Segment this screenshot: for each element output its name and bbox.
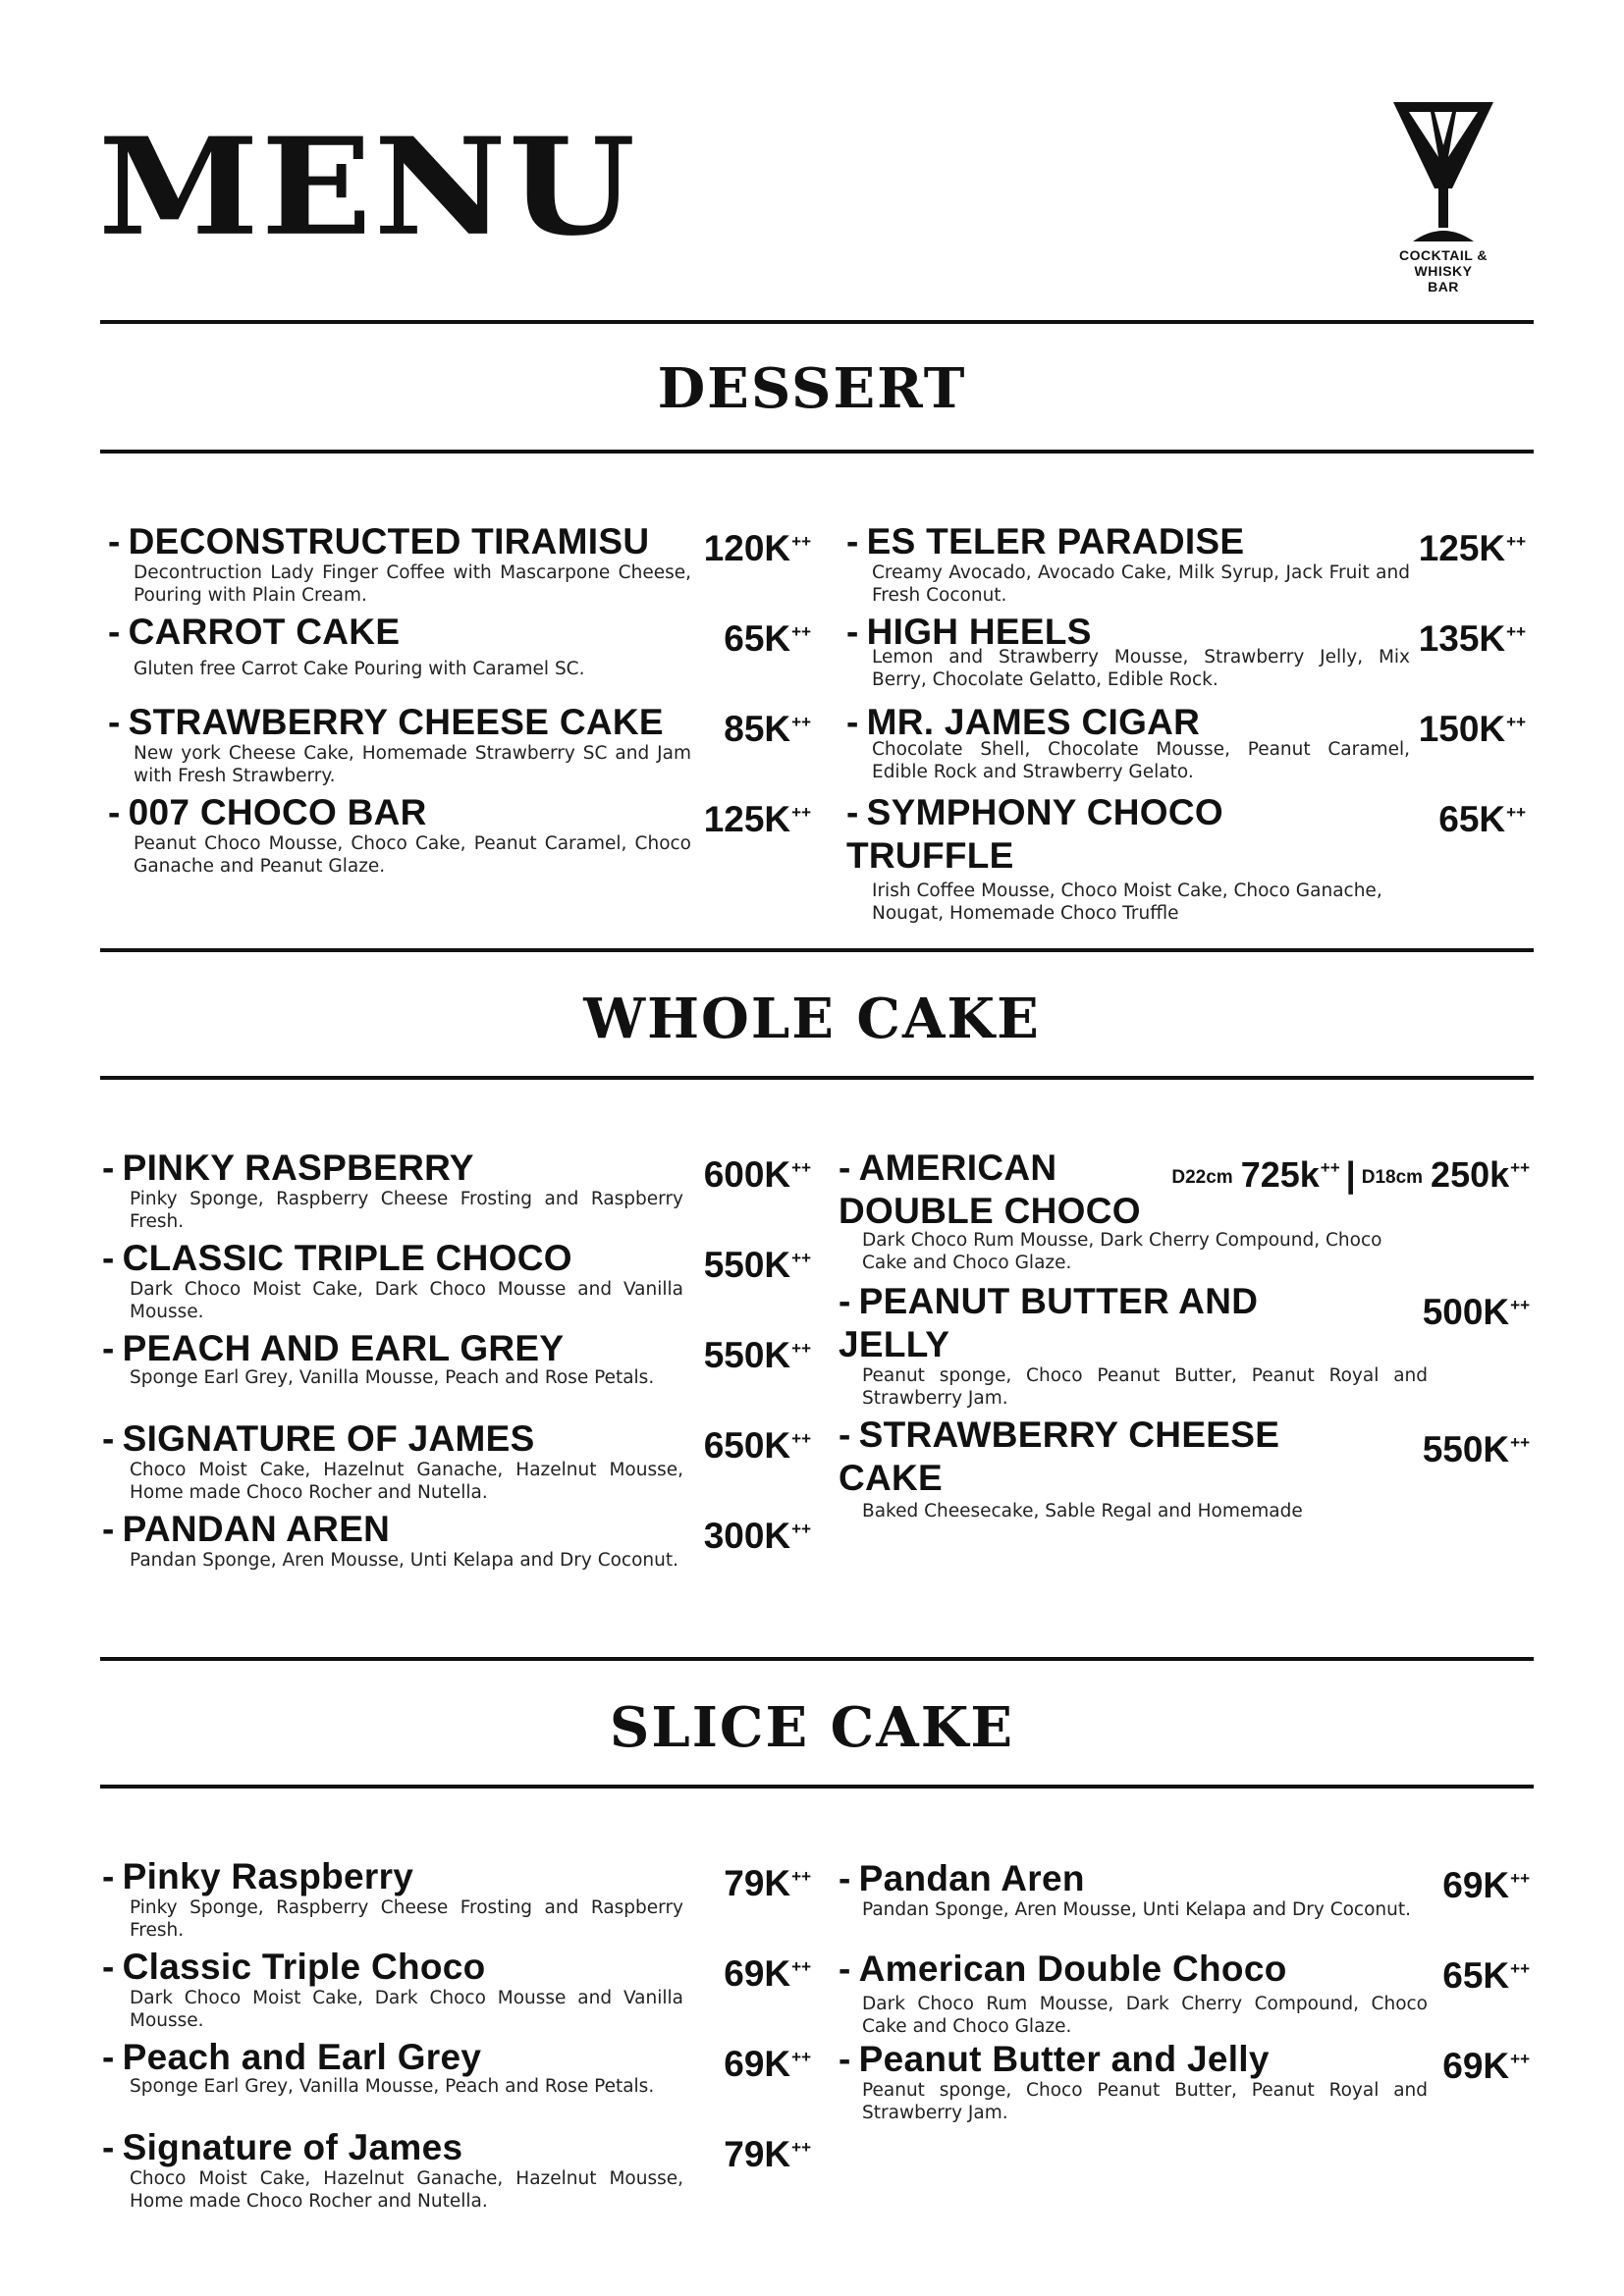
item-price: 69K++ xyxy=(1442,2046,1530,2086)
divider xyxy=(100,1076,1534,1080)
item-name: ES TELER PARADISE xyxy=(866,521,1245,561)
menu-item xyxy=(839,1857,1530,1946)
section-title-whole-cake: WHOLE CAKE xyxy=(583,987,1041,1051)
divider xyxy=(100,1657,1534,1661)
item-name: PEANUT BUTTER AND JELLY xyxy=(839,1281,1259,1364)
item-price: 150K++ xyxy=(1418,709,1526,749)
item-name: CLASSIC TRIPLE CHOCO xyxy=(122,1238,572,1278)
bullet-dash: - xyxy=(102,1238,115,1278)
item-price: 550K++ xyxy=(703,1245,811,1285)
item-description: Chocolate Shell, Chocolate Mousse, Peanut Caramel, Edible Rock and Strawberry Gelato. xyxy=(872,739,1410,782)
menu-item xyxy=(108,791,811,880)
item-price: 79K++ xyxy=(724,2134,811,2174)
bullet-dash: - xyxy=(102,1418,115,1459)
page-title: MENU xyxy=(98,108,637,266)
divider xyxy=(100,1785,1534,1789)
item-name: DECONSTRUCTED TIRAMISU xyxy=(128,521,650,561)
item-name: AMERICAN DOUBLE CHOCO xyxy=(839,1148,1141,1231)
bullet-dash: - xyxy=(839,1148,851,1188)
item-name: Signature of James xyxy=(122,2127,463,2167)
bullet-dash: - xyxy=(839,1415,851,1455)
item-description: Peanut sponge, Choco Peanut Butter, Peanut Royal and Strawberry Jam. xyxy=(862,2080,1428,2123)
item-price: 135K++ xyxy=(1418,618,1526,659)
item-name: Peanut Butter and Jelly xyxy=(858,2039,1270,2079)
bar-logo xyxy=(1370,98,1517,294)
item-price: 69K++ xyxy=(724,2044,811,2084)
item-description: New york Cheese Cake, Homemade Strawberry SC and Jam with Fresh Strawberry. xyxy=(134,743,691,786)
bullet-dash: - xyxy=(839,1858,851,1898)
item-price: 69K++ xyxy=(1442,1865,1530,1905)
bullet-dash: - xyxy=(108,792,121,832)
size-label: D18cm xyxy=(1361,1167,1424,1188)
item-name: SIGNATURE OF JAMES xyxy=(122,1418,535,1459)
item-price: 85K++ xyxy=(724,709,811,749)
menu-item xyxy=(102,1327,811,1406)
menu-item xyxy=(839,1147,1530,1284)
logo-text-line2: BAR xyxy=(1428,279,1459,294)
menu-item xyxy=(102,1417,811,1506)
item-price: 600K++ xyxy=(703,1154,811,1195)
menu-item xyxy=(102,2036,811,2114)
cocktail-glass-icon xyxy=(1391,98,1495,243)
divider xyxy=(100,450,1534,454)
item-price: 550K++ xyxy=(703,1335,811,1375)
item-price: 125K++ xyxy=(703,799,811,839)
menu-item xyxy=(102,1147,811,1235)
menu-item xyxy=(102,1237,811,1325)
divider xyxy=(100,320,1534,324)
menu-item xyxy=(846,701,1526,789)
item-description: Sponge Earl Grey, Vanilla Mousse, Peach and Rose Petals. xyxy=(130,1367,655,1388)
menu-item xyxy=(102,1855,811,1944)
item-description: Pandan Sponge, Aren Mousse, Unti Kelapa and Dry Coconut. xyxy=(130,1550,679,1571)
bullet-dash: - xyxy=(102,1509,115,1549)
bullet-dash: - xyxy=(102,1328,115,1368)
item-description: Dark Choco Moist Cake, Dark Choco Mousse and Vanilla Mousse. xyxy=(130,1988,683,2031)
item-description: Dark Choco Moist Cake, Dark Choco Mousse and Vanilla Mousse. xyxy=(130,1279,683,1322)
item-description: Creamy Avocado, Avocado Cake, Milk Syrup, Jack Fruit and Fresh Coconut. xyxy=(872,562,1410,606)
bullet-dash: - xyxy=(108,521,121,561)
bullet-dash: - xyxy=(839,1949,851,1989)
menu-item xyxy=(102,1946,811,2034)
item-description: Peanut sponge, Choco Peanut Butter, Peanut Royal and Strawberry Jam. xyxy=(862,1365,1428,1409)
item-name: Peach and Earl Grey xyxy=(122,2037,482,2077)
bullet-dash: - xyxy=(846,521,859,561)
price-separator: | xyxy=(1345,1154,1356,1195)
item-name: HIGH HEELS xyxy=(866,612,1092,652)
item-name: STRAWBERRY CHEESE CAKE xyxy=(839,1415,1280,1498)
bullet-dash: - xyxy=(102,2037,115,2077)
logo-text-line1: COCKTAIL & WHISKY xyxy=(1398,247,1489,279)
item-price: 650K++ xyxy=(703,1425,811,1466)
item-description: Pinky Sponge, Raspberry Cheese Frosting and Raspberry Fresh. xyxy=(130,1189,683,1232)
bullet-dash: - xyxy=(839,2039,851,2079)
menu-item xyxy=(839,1414,1530,1531)
bullet-dash: - xyxy=(108,702,121,742)
section-title-dessert: DESSERT xyxy=(657,356,967,421)
item-description: Choco Moist Cake, Hazelnut Ganache, Hazelnut Mousse, Home made Choco Rocher and Nutella. xyxy=(130,2168,683,2212)
bullet-dash: - xyxy=(839,1281,851,1321)
item-description: Sponge Earl Grey, Vanilla Mousse, Peach and Rose Petals. xyxy=(130,2076,655,2097)
bullet-dash: - xyxy=(102,2127,115,2167)
item-name: American Double Choco xyxy=(858,1949,1287,1989)
item-description: Gluten free Carrot Cake Pouring with Caramel SC. xyxy=(134,659,585,679)
item-price: 79K++ xyxy=(724,1863,811,1903)
item-description: Pinky Sponge, Raspberry Cheese Frosting and Raspberry Fresh. xyxy=(130,1897,683,1941)
item-name: PEACH AND EARL GREY xyxy=(122,1328,565,1368)
menu-item xyxy=(839,2038,1530,2126)
item-price: 65K++ xyxy=(1442,1955,1530,1996)
item-description: Irish Coffee Mousse, Choco Moist Cake, Choco Ganache, Nougat, Homemade Choco Truffle xyxy=(872,881,1382,924)
item-price: 300K++ xyxy=(703,1516,811,1556)
menu-item xyxy=(108,520,811,609)
item-name: Classic Triple Choco xyxy=(122,1947,486,1987)
menu-item xyxy=(102,2126,811,2215)
item-name: Pinky Raspberry xyxy=(122,1856,414,1896)
bullet-dash: - xyxy=(846,792,859,832)
item-name: 007 CHOCO BAR xyxy=(128,792,427,832)
menu-item xyxy=(846,791,1526,929)
item-description: Peanut Choco Mousse, Choco Cake, Peanut Caramel, Choco Ganache and Peanut Glaze. xyxy=(134,833,691,877)
item-description: Lemon and Strawberry Mousse, Strawberry Jelly, Mix Berry, Chocolate Gelatto, Edible Rock. xyxy=(872,647,1410,690)
menu-item xyxy=(839,1280,1530,1417)
menu-item xyxy=(102,1508,811,1596)
item-description: Decontruction Lady Finger Coffee with Mascarpone Cheese, Pouring with Plain Cream. xyxy=(134,562,691,606)
item-description: Dark Choco Rum Mousse, Dark Cherry Compound, Choco Cake and Choco Glaze. xyxy=(862,1994,1428,2037)
item-name: Pandan Aren xyxy=(858,1858,1085,1898)
bullet-dash: - xyxy=(108,612,121,652)
bullet-dash: - xyxy=(102,1856,115,1896)
menu-item xyxy=(108,701,811,789)
item-description: Baked Cheesecake, Sable Regal and Homemade xyxy=(862,1501,1303,1522)
menu-item xyxy=(108,611,811,689)
menu-item xyxy=(846,520,1526,609)
divider xyxy=(100,948,1534,952)
item-price-options: D22cm 725k++ | D18cm 250k++ xyxy=(1171,1154,1530,1195)
item-description: Dark Choco Rum Mousse, Dark Cherry Compound, Choco Cake and Choco Glaze. xyxy=(862,1230,1382,1273)
bullet-dash: - xyxy=(846,612,859,652)
menu-item xyxy=(846,611,1526,699)
item-price: 125K++ xyxy=(1418,528,1526,568)
item-name: CARROT CAKE xyxy=(128,612,401,652)
item-price: 120K++ xyxy=(703,528,811,568)
bullet-dash: - xyxy=(102,1947,115,1987)
item-price: 69K++ xyxy=(724,1953,811,1994)
item-price: 65K++ xyxy=(724,618,811,659)
bullet-dash: - xyxy=(102,1148,115,1188)
item-name: PANDAN AREN xyxy=(122,1509,391,1549)
item-description: Choco Moist Cake, Hazelnut Ganache, Hazelnut Mousse, Home made Choco Rocher and Nutella. xyxy=(130,1460,683,1503)
size-label: D22cm xyxy=(1171,1167,1233,1188)
section-title-slice-cake: SLICE CAKE xyxy=(609,1695,1015,1760)
menu-item xyxy=(839,1948,1530,2036)
item-price: 65K++ xyxy=(1438,799,1526,839)
item-name: PINKY RASPBERRY xyxy=(122,1148,474,1188)
item-name: MR. JAMES CIGAR xyxy=(866,702,1201,742)
bullet-dash: - xyxy=(846,702,859,742)
item-description: Pandan Sponge, Aren Mousse, Unti Kelapa and Dry Coconut. xyxy=(862,1899,1412,1920)
item-price: 550K++ xyxy=(1422,1429,1530,1469)
item-name: STRAWBERRY CHEESE CAKE xyxy=(128,702,664,742)
item-name: SYMPHONY CHOCO TRUFFLE xyxy=(846,792,1223,876)
item-price: 500K++ xyxy=(1422,1292,1530,1332)
